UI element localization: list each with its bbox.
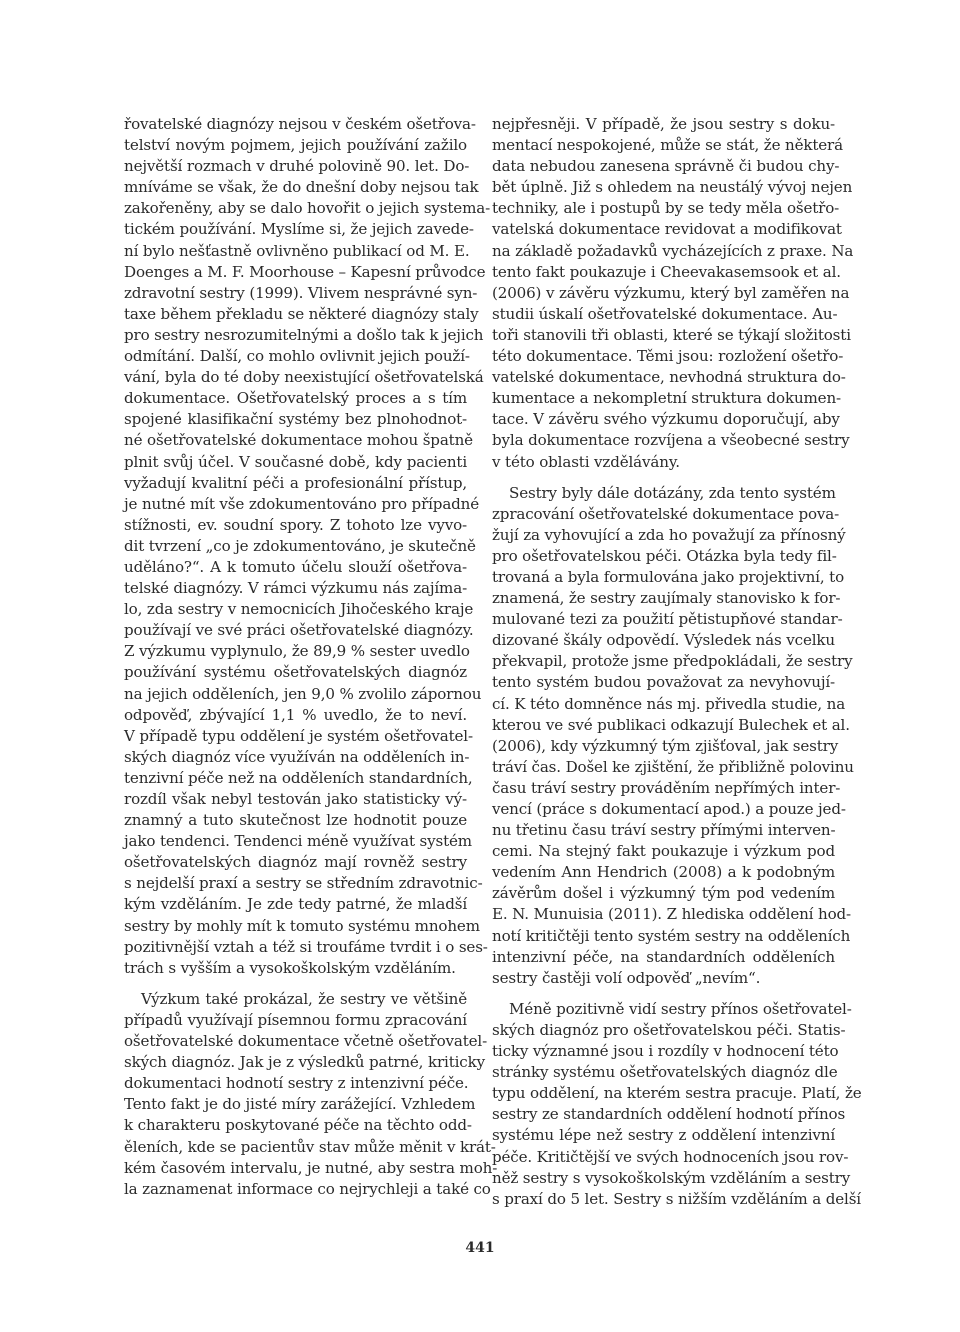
text-line: Méně pozitivně vidí sestry přínos ošetřovatel- bbox=[509, 999, 852, 1018]
text-line: Výzkum také prokázal, že sestry ve většině bbox=[141, 989, 467, 1008]
text-line: největší rozmach v druhé polovině 90. let. Do- bbox=[124, 157, 470, 176]
text-line: E. N. Munuisia (2011). Z hlediska oddělení hod- bbox=[492, 905, 851, 924]
text-line: spojené klasifikační systémy bez plnohodnot- bbox=[124, 410, 467, 429]
text-line: ských diagnóz. Jak je z výsledků patrné, kriticky bbox=[124, 1053, 485, 1072]
paragraph-gap bbox=[492, 989, 835, 999]
text-line: typu oddělení, na kterém sestra pracuje. Platí, že bbox=[492, 1084, 862, 1103]
text-line: dokumentaci hodnotí sestry z intenzivní péče. bbox=[124, 1074, 469, 1093]
text-line: případů využívají písemnou formu zpracování bbox=[124, 1010, 467, 1029]
page-number: 441 bbox=[465, 1240, 495, 1256]
paragraph-gap bbox=[492, 473, 835, 483]
text-line: sestry by mohly mít k tomuto systému mnohem bbox=[124, 916, 480, 935]
text-line: vencí (práce s dokumentací apod.) a pouze jed- bbox=[492, 800, 846, 818]
text-line: ěleních, kde se pacientův stav může měnit v krát- bbox=[124, 1137, 496, 1156]
text-line: tace. V závěru svého výzkumu doporučují, aby bbox=[492, 410, 840, 429]
text-line: Z výzkumu vyplynulo, že 89,9 % sester uvedlo bbox=[124, 642, 470, 661]
text-line: na základě požadavků vycházejících z praxe. Na bbox=[492, 241, 854, 260]
text-line: byla dokumentace rozvíjena a všeobecné sestry bbox=[492, 431, 850, 450]
text-line: plnit svůj účel. V současné době, kdy pacienti bbox=[124, 452, 467, 471]
text-line: systému lépe než sestry z oddělení intenzivní bbox=[492, 1126, 835, 1145]
text-line: této dokumentace. Těmi jsou: rozložení ošetřo- bbox=[492, 347, 844, 366]
text-line: něž sestry s vysokoškolským vzděláním a sestry bbox=[492, 1168, 851, 1187]
text-line: techniky, ale i postupů by se tedy měla ošetřo- bbox=[492, 199, 840, 218]
text-line: vatelská dokumentace revidovat a modifikovat bbox=[492, 220, 842, 239]
text-line: uděláno?“. A k tomuto účelu slouží ošetřova- bbox=[124, 557, 467, 576]
text-line: pozitivnější vztah a též si troufáme tvrdit i o ses- bbox=[124, 937, 488, 956]
text-line: nu třetinu času tráví sestry přímými interven- bbox=[492, 821, 836, 840]
text-line: závěrům došel i výzkumný tým pod vedením bbox=[492, 884, 835, 903]
text-line: vání, byla do té doby neexistující ošetřovatelská bbox=[124, 368, 484, 387]
right-text-column bbox=[492, 114, 862, 1210]
text-line: vyžadují kvalitní péči a profesionální přístup, bbox=[124, 473, 467, 492]
text-line: dizované škály odpovědí. Výsledek nás vcelku bbox=[492, 631, 835, 650]
text-line: mulované tezi za použití pětistupňové standar- bbox=[492, 610, 843, 629]
text-line: Tento fakt je do jisté míry zarážející. Vzhledem bbox=[124, 1095, 476, 1114]
text-line: (2006), kdy výzkumný tým zjišťoval, jak sestry bbox=[492, 736, 839, 755]
text-line: ošetřovatelských diagnóz mají rovněž sestry bbox=[124, 853, 467, 872]
text-line: ní bylo nešťastně ovlivněno publikací od M. E. bbox=[124, 241, 470, 260]
text-line: kterou ve své publikaci odkazují Bulechek et al. bbox=[492, 715, 850, 734]
text-line: dokumentace. Ošetřovatelský proces a s tím bbox=[124, 389, 467, 408]
text-line: je nutné mít vše zdokumentováno pro případné bbox=[124, 494, 480, 513]
text-line: cí. K této domněnce nás mj. přivedla studie, na bbox=[492, 694, 846, 713]
text-line: k charakteru poskytované péče na těchto odd- bbox=[124, 1116, 472, 1135]
paragraph-gap bbox=[124, 979, 467, 989]
text-line: pro sestry nesrozumitelnými a došlo tak k jejich bbox=[124, 325, 484, 344]
text-line: cemi. Na stejný fakt poukazuje i výzkum pod bbox=[492, 842, 835, 861]
text-line: vedením Ann Hendrich (2008) a k podobným bbox=[492, 863, 835, 882]
text-line: tento systém budou považovat za nevyhovují- bbox=[492, 673, 835, 692]
text-line: žují za vyhovující a zda ho považují za přínosný bbox=[492, 525, 846, 544]
text-line: telské diagnózy. V rámci výzkumu nás zajíma- bbox=[124, 579, 468, 598]
text-line: času tráví sestry prováděním nepřímých inter- bbox=[492, 778, 841, 797]
text-line: ticky významné jsou i rozdíly v hodnocení této bbox=[492, 1042, 839, 1061]
text-line: trovaná a byla formulována jako projektivní, to bbox=[492, 567, 845, 586]
text-line: na jejich odděleních, jen 9,0 % zvolilo zápornou bbox=[124, 684, 482, 703]
text-line: bět úplně. Již s ohledem na neustálý vývoj nejen bbox=[492, 178, 853, 197]
text-line: telství novým pojmem, jejich používání zažilo bbox=[124, 136, 467, 155]
text-line: tráví čas. Došel ke zjištění, že přibližně polovinu bbox=[492, 757, 854, 776]
text-line: kumentace a nekompletní struktura dokumen- bbox=[492, 389, 841, 408]
text-line: odmítání. Další, co mohlo ovlivnit jejich použí- bbox=[124, 347, 470, 366]
text-line: taxe během překladu se některé diagnózy staly bbox=[124, 304, 479, 323]
text-line: vatelské dokumentace, nevhodná struktura do- bbox=[492, 368, 846, 387]
text-line: odpověď, zbývající 1,1 % uvedlo, že to neví. bbox=[124, 705, 467, 724]
text-line: péče. Kritičtější ve svých hodnoceních jsou rov- bbox=[492, 1147, 849, 1166]
text-line: sestry ze standardních oddělení hodnotí přínos bbox=[492, 1105, 846, 1124]
text-line: znamný a tuto skutečnost lze hodnotit pouze bbox=[124, 811, 467, 830]
text-line: tenzivní péče než na odděleních standardních, bbox=[124, 768, 473, 787]
left-text-column bbox=[124, 114, 498, 1200]
text-line: v této oblasti vzdělávány. bbox=[492, 452, 680, 471]
text-line: překvapil, protože jsme předpokládali, že sestry bbox=[492, 652, 853, 671]
text-line: ských diagnóz více využíván na odděleních in- bbox=[124, 747, 470, 766]
text-line: tento fakt poukazuje i Cheevakasemsook et al. bbox=[492, 262, 841, 281]
text-line: jako tendenci. Tendenci méně využívat systém bbox=[124, 832, 472, 851]
text-line: data nebudou zanesena správně či budou chy- bbox=[492, 157, 840, 176]
text-line: la zaznamenat informace co nejrychleji a také co bbox=[124, 1179, 491, 1198]
text-line: tickém používání. Myslíme si, že jejich zavede- bbox=[124, 220, 474, 239]
text-line: trách s vyšším a vysokoškolským vzděláním. bbox=[124, 958, 456, 977]
text-line: s nejdelší praxí a sestry se středním zdravotnic- bbox=[124, 874, 483, 893]
text-line: mentací nespokojené, může se stát, že některá bbox=[492, 136, 843, 155]
text-line: mníváme se však, že do dnešní doby nejsou tak bbox=[124, 178, 479, 197]
text-line: ských diagnóz pro ošetřovatelskou péči. Statis- bbox=[492, 1020, 846, 1039]
text-line: né ošetřovatelské dokumentace mohou špatně bbox=[124, 431, 473, 450]
text-line: Doenges a M. F. Moorhouse – Kapesní průvodce bbox=[124, 262, 486, 281]
text-line: řovatelské diagnózy nejsou v českém ošetřova- bbox=[124, 115, 476, 133]
text-line: dit tvrzení „co je zdokumentováno, je skutečně bbox=[124, 536, 476, 555]
text-line: zpracování ošetřovatelské dokumentace pova- bbox=[492, 504, 840, 523]
text-line: s praxí do 5 let. Sestry s nižším vzděláním a delší bbox=[492, 1189, 861, 1208]
text-line: studii úskalí ošetřovatelské dokumentace. Au- bbox=[492, 304, 838, 323]
text-line: Sestry byly dále dotázány, zda tento systém bbox=[509, 483, 836, 502]
text-line: pro ošetřovatelskou péči. Otázka byla tedy fil- bbox=[492, 546, 837, 565]
text-line: (2006) v závěru výzkumu, který byl zaměřen na bbox=[492, 283, 850, 302]
text-line: znamená, že sestry zaujímaly stanovisko k for- bbox=[492, 589, 841, 608]
text-line: zdravotní sestry (1999). Vlivem nesprávné syn- bbox=[124, 283, 478, 302]
text-line: sestry častěji volí odpověď „nevím“. bbox=[492, 968, 761, 987]
text-line: nejpřesněji. V případě, že jsou sestry s doku- bbox=[492, 115, 835, 133]
text-line: kém časovém intervalu, je nutné, aby sestra moh- bbox=[124, 1158, 498, 1177]
text-line: V případě typu oddělení je systém ošetřovatel- bbox=[124, 726, 473, 745]
text-line: stížnosti, ev. soudní spory. Z tohoto lze vyvo- bbox=[124, 515, 467, 534]
text-line: ošetřovatelské dokumentace včetně ošetřovatel- bbox=[124, 1032, 488, 1051]
text-line: intenzivní péče, na standardních odděleních bbox=[492, 947, 835, 966]
text-line: rozdíl však nebyl testován jako statisticky vý- bbox=[124, 790, 467, 808]
text-line: lo, zda sestry v nemocnicích Jihočeského kraje bbox=[124, 600, 474, 619]
text-line: zakořeněny, aby se dalo hovořit o jejich systema- bbox=[124, 199, 491, 218]
text-line: kým vzděláním. Je zde tedy patrné, že mladší bbox=[124, 895, 467, 914]
text-line: používají ve své práci ošetřovatelské diagnózy. bbox=[124, 621, 474, 640]
text-line: toři stanovili tři oblasti, které se týkají složitosti bbox=[492, 325, 851, 344]
text-line: notí kritičtěji tento systém sestry na odděleních bbox=[492, 926, 851, 945]
text-line: používání systému ošetřovatelských diagnóz bbox=[124, 663, 467, 682]
text-line: stránky systému ošetřovatelských diagnóz dle bbox=[492, 1063, 838, 1082]
